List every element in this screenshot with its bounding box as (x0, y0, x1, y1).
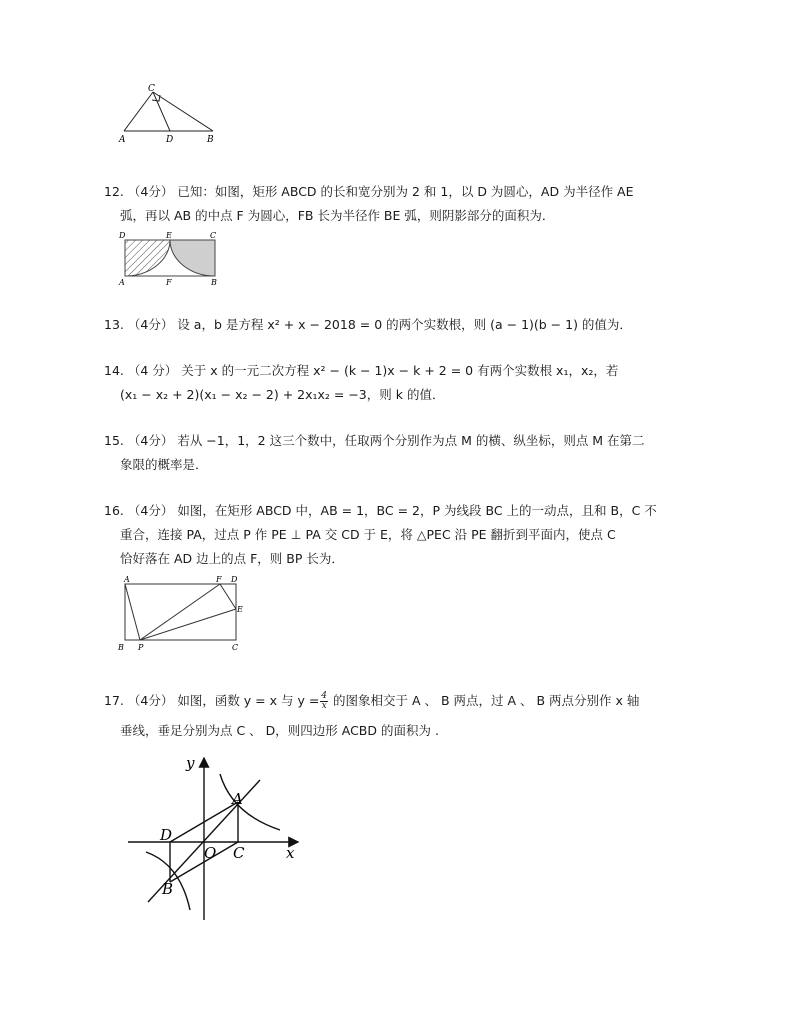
q12-label-d: D (119, 231, 126, 240)
q14-line-1 (104, 362, 618, 380)
q17-label-d: D (160, 826, 173, 844)
q12-label-c: C (210, 231, 217, 240)
q17-label-y: y (186, 754, 195, 772)
q12-text-1: 已知：如图，矩形 ABCD 的长和宽分别为 2 和 1，以 D 为圆心，AD 为半径作 AE (177, 184, 634, 199)
q16-label-b: B (118, 643, 124, 652)
q14-score: （4 分） (127, 363, 178, 378)
q11-label-d: D (166, 135, 174, 145)
q17-line-2: 垂线，垂足分别为点 C 、 D，则四边形 ACBD 的面积为 . (120, 723, 439, 738)
q16-label-c: C (232, 643, 239, 652)
q15-number: 15. (104, 433, 124, 448)
q12-score: （4分） (127, 184, 174, 199)
q14-text-1: 关于 x 的一元二次方程 x² − (k − 1)x − k + 2 = 0 有两个实数根 x₁，x₂，若 (181, 363, 619, 378)
q17-score: （4分） (127, 693, 174, 708)
q12-label-a: A (119, 278, 125, 287)
q15-line-1 (104, 432, 645, 450)
q12-label-f: F (166, 278, 172, 287)
q17-label-a: A (232, 790, 243, 808)
q12-line-1 (104, 183, 634, 201)
q14-line-2: (x₁ − x₂ + 2)(x₁ − x₂ − 2) + 2x₁x₂ = −3，则 k 的值． (120, 387, 445, 402)
q17-line-1 (104, 690, 639, 712)
q16-line-2: 重合，连接 PA，过点 P 作 PE ⊥ PA 交 CD 于 E，将 △PEC 沿 PE 翻折到平面内，使点 C (120, 527, 616, 542)
q16-label-p: P (138, 643, 144, 652)
q11-label-c: C (148, 84, 155, 94)
q17-label-x: x (286, 844, 295, 862)
q12-rectangle-arc-figure (112, 228, 224, 288)
q12-line-2: 弧，再以 AB 的中点 F 为圆心，FB 长为半径作 BE 弧，则阴影部分的面积为． (120, 208, 555, 223)
q17-text-1b: 的图象相交于 A 、 B 两点，过 A 、 B 两点分别作 x 轴 (333, 693, 640, 708)
q16-label-d: D (231, 575, 238, 584)
q16-label-f: F (216, 575, 222, 584)
q16-rectangle-fold-figure (112, 572, 248, 654)
q17-fraction-numerator: 4 (321, 691, 328, 701)
q17-label-b: B (162, 880, 174, 898)
q17-label-c: C (233, 844, 245, 862)
q16-label-a: A (124, 575, 130, 584)
q11-label-a: A (119, 135, 126, 145)
q16-number: 16. (104, 503, 124, 518)
q12-label-e: E (166, 231, 172, 240)
q11-triangle-figure (115, 82, 225, 148)
q15-line-2: 象限的概率是． (120, 457, 208, 472)
q16-label-e: E (237, 605, 243, 614)
q17-number: 17. (104, 693, 124, 708)
q13-number: 13. (104, 317, 124, 332)
q12-number: 12. (104, 184, 124, 199)
q13-text: 设 a，b 是方程 x² + x − 2018 = 0 的两个实数根，则 (a − 1)(b − 1) 的值为． (177, 317, 632, 332)
q15-text-1: 若从 −1，1，2 这三个数中，任取两个分别作为点 M 的横、纵坐标，则点 M 在第二 (177, 433, 645, 448)
q17-label-o: O (204, 844, 217, 862)
q16-line-1 (104, 502, 657, 520)
q17-function-graph-figure (120, 752, 310, 924)
q17-text-1a: 如图，函数 y = x 与 y = (177, 693, 320, 708)
q13-line-1 (104, 316, 632, 334)
q16-score: （4分） (127, 503, 174, 518)
q15-score: （4分） (127, 433, 174, 448)
q16-text-1: 如图，在矩形 ABCD 中，AB = 1，BC = 2，P 为线段 BC 上的一动点，且和 B，C 不 (177, 503, 657, 518)
q11-label-b: B (207, 135, 214, 145)
q14-number: 14. (104, 363, 124, 378)
q17-fraction (320, 692, 328, 711)
q13-score: （4分） (127, 317, 174, 332)
q12-label-b: B (211, 278, 217, 287)
q16-line-3: 恰好落在 AD 边上的点 F，则 BP 长为． (120, 551, 344, 566)
q17-fraction-denominator: x (321, 701, 327, 711)
